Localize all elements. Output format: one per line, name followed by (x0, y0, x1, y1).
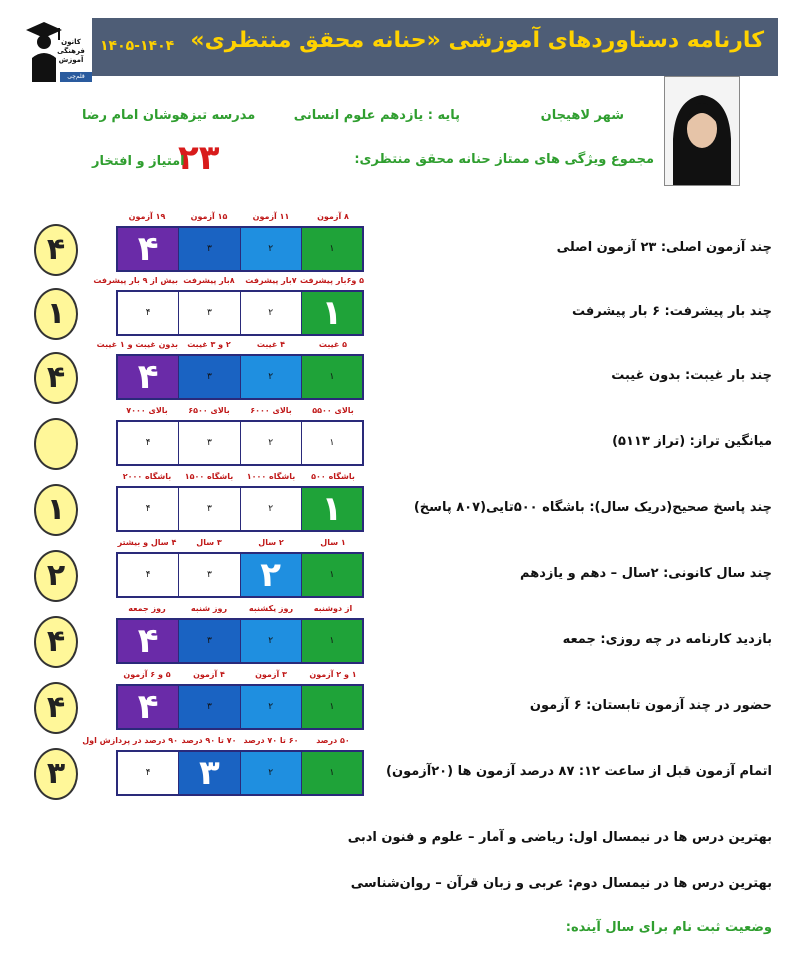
achievement-row (0, 538, 794, 604)
level-cell: ۲ (240, 422, 301, 464)
level-caption: ۲ و ۳ غیبت (187, 340, 231, 349)
level-cell: ۱ (301, 422, 362, 464)
level-caption: ۹۰ درصد در پردازش اول (82, 736, 178, 745)
level-caption: بدون غیبت و ۱ غیبت (96, 340, 178, 349)
achievement-label: چند بار پیشرفت: ۶ بار پیشرفت (571, 304, 772, 319)
achievement-row (0, 212, 794, 278)
achievement-label: چند پاسخ صحیح(دریک سال): باشگاه ۵۰۰تایی(۸۰۷ پاسخ) (413, 500, 772, 515)
level-cell: ۴ (118, 228, 178, 270)
level-cell: ۱ (301, 620, 362, 662)
level-cell: ۱ (301, 292, 362, 334)
level-cells (116, 226, 364, 272)
best-lessons-first-semester: بهترین درس ها در نیمسال اول: ریاضی و آمار – علوم و فنون ادبی (347, 830, 772, 845)
score-circle: ۱ (34, 484, 78, 536)
level-cell: ۲ (240, 292, 301, 334)
student-school: مدرسه تیزهوشان امام رضا (82, 108, 256, 123)
level-caption: ۶۰ تا ۷۰ درصد (243, 736, 299, 745)
level-caption: ۴ غیبت (256, 340, 286, 349)
logo-text (50, 38, 92, 65)
level-caption: ۳ آزمون (255, 670, 287, 679)
achievement-row (0, 736, 794, 802)
score-circle: ۴ (34, 224, 78, 276)
level-caption: ۷۰ تا ۹۰ درصد (181, 736, 237, 745)
level-caption: ۱ سال (320, 538, 346, 547)
student-city: شهر لاهیجان (540, 108, 624, 123)
level-caption: ۴ آزمون (193, 670, 225, 679)
level-caption: بالای ۷۰۰۰ (126, 406, 168, 415)
level-caption: ۵ غیبت (318, 340, 348, 349)
level-caption: ۵ و۶بار پیشرفت (299, 276, 364, 285)
level-cell: ۱ (301, 228, 362, 270)
level-caption: ۱۵ آزمون (190, 212, 228, 221)
level-cell: ۳ (178, 228, 239, 270)
level-cells (116, 486, 364, 532)
level-cell: ۴ (118, 292, 178, 334)
level-cell: ۱ (301, 488, 362, 530)
logo-badge: قلم‌چی (60, 72, 92, 82)
student-photo (664, 76, 740, 186)
logo-line-2: فرهنگی (57, 47, 85, 55)
level-cell: ۴ (118, 686, 178, 728)
achievement-row (0, 604, 794, 670)
level-cell: ۴ (118, 356, 178, 398)
level-cell: ۴ (118, 620, 178, 662)
score-circle (34, 418, 78, 470)
level-caption: روز جمعه (128, 604, 166, 613)
level-cell: ۴ (118, 488, 178, 530)
level-cells (116, 684, 364, 730)
achievement-row (0, 406, 794, 472)
level-cell: ۴ (118, 422, 178, 464)
level-caption: باشگاه ۲۰۰۰ (122, 472, 172, 481)
score-circle: ۴ (34, 616, 78, 668)
score-circle: ۴ (34, 682, 78, 734)
level-cells (116, 290, 364, 336)
score-circle: ۴ (34, 352, 78, 404)
achievement-row (0, 340, 794, 406)
level-cell: ۲ (240, 488, 301, 530)
achievement-row (0, 472, 794, 538)
level-cell: ۳ (178, 422, 239, 464)
level-caption: بالای ۶۰۰۰ (250, 406, 292, 415)
score-circle: ۳ (34, 748, 78, 800)
level-cells (116, 618, 364, 664)
achievement-label: چند آزمون اصلی: ۲۳ آزمون اصلی (556, 240, 772, 255)
level-caption: ۵ و ۶ آزمون (123, 670, 171, 679)
sum-label: مجموع ویژگی های ممتاز حنانه محقق منتظری: (354, 152, 654, 167)
level-cell: ۱ (301, 686, 362, 728)
student-grade: پایه : یازدهم علوم انسانی (293, 108, 460, 123)
best-lessons-second-semester: بهترین درس ها در نیمسال دوم: عربی و زبان قرآن – روان‌شناسی (350, 876, 772, 891)
level-caption: ۷بار پیشرفت (245, 276, 297, 285)
level-cell: ۱ (301, 356, 362, 398)
sum-value: ۲۳ (178, 138, 220, 178)
page-title: کارنامه دستاوردهای آموزشی «حنانه محقق منتظری» (190, 28, 764, 53)
level-cell: ۳ (178, 620, 239, 662)
level-cell: ۳ (178, 356, 239, 398)
level-caption: ۱۱ آزمون (252, 212, 290, 221)
level-cell: ۴ (118, 554, 178, 596)
level-cell: ۲ (240, 686, 301, 728)
level-cells (116, 420, 364, 466)
level-cell: ۳ (178, 554, 239, 596)
title-years: ۱۴۰۵-۱۴۰۴ (100, 38, 175, 54)
registration-status: وضعیت ثبت نام برای سال آینده: (565, 920, 772, 935)
achievement-label: چند سال کانونی: ۲سال – دهم و یازدهم (520, 566, 772, 581)
achievement-row (0, 670, 794, 736)
level-cell: ۳ (178, 488, 239, 530)
level-caption: ۴ سال و بیشتر (117, 538, 177, 547)
level-cell: ۳ (178, 752, 239, 794)
student-portrait-icon (665, 77, 739, 185)
level-caption: از دوشنبه (313, 604, 353, 613)
level-caption: ۵۰ درصد (316, 736, 350, 745)
level-caption: بالای ۶۵۰۰ (188, 406, 230, 415)
level-cell: ۴ (118, 752, 178, 794)
level-cells (116, 354, 364, 400)
level-caption: روز شنبه (190, 604, 228, 613)
level-cell: ۳ (178, 686, 239, 728)
achievement-label: بازدید کارنامه در چه روزی: جمعه (562, 632, 772, 647)
level-cell: ۲ (240, 620, 301, 662)
level-cells (116, 750, 364, 796)
score-circle: ۱ (34, 288, 78, 340)
level-caption: بالای ۵۵۰۰ (312, 406, 354, 415)
level-cell: ۲ (240, 554, 301, 596)
level-cell: ۱ (301, 752, 362, 794)
level-caption: ۸ آزمون (317, 212, 349, 221)
logo-line-1: کانون (61, 38, 81, 46)
level-caption: ۸بار پیشرفت (183, 276, 235, 285)
level-caption: باشگاه ۵۰۰ (311, 472, 355, 481)
level-cell: ۲ (240, 752, 301, 794)
sum-unit: امتیاز و افتخار (92, 154, 185, 169)
achievement-row (0, 276, 794, 342)
achievement-label: اتمام آزمون قبل از ساعت ۱۲: ۸۷ درصد آزمون ها (۲۰آزمون) (386, 764, 772, 779)
level-caption: ۱۹ آزمون (128, 212, 166, 221)
level-caption: باشگاه ۱۰۰۰ (246, 472, 296, 481)
achievement-label: میانگین تراز: (تراز ۵۱۱۳) (612, 434, 772, 449)
level-caption: روز یکشنبه (248, 604, 294, 613)
level-cells (116, 552, 364, 598)
level-caption: ۲ سال (258, 538, 284, 547)
level-caption: ۳ سال (196, 538, 222, 547)
title-bar (92, 18, 778, 76)
logo-line-3: آموزش (58, 56, 84, 64)
level-caption: ۱ و ۲ آزمون (309, 670, 357, 679)
level-caption: بیش از ۹ بار پیشرفت (93, 276, 178, 285)
achievement-label: چند بار غیبت: بدون غیبت (611, 368, 772, 383)
level-cell: ۲ (240, 356, 301, 398)
level-cell: ۱ (301, 554, 362, 596)
level-cell: ۲ (240, 228, 301, 270)
achievement-label: حضور در چند آزمون تابستان: ۶ آزمون (529, 698, 772, 713)
score-circle: ۲ (34, 550, 78, 602)
level-cell: ۳ (178, 292, 239, 334)
level-caption: باشگاه ۱۵۰۰ (184, 472, 234, 481)
